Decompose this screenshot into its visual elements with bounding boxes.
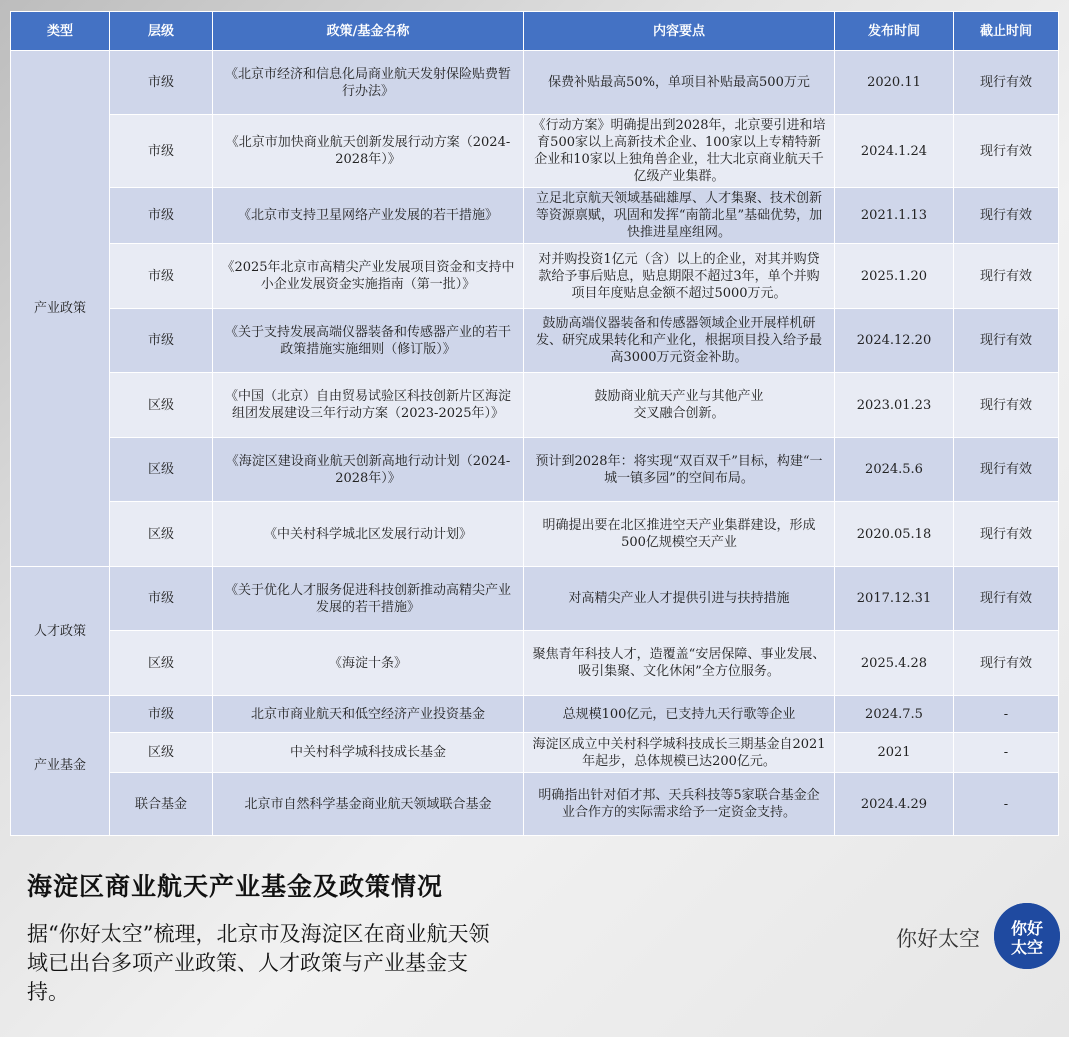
row-end: 现行有效 [954, 373, 1059, 438]
row-date: 2024.12.20 [835, 309, 954, 373]
row-content: 总规模100亿元，已支持九天行歌等企业 [524, 696, 835, 733]
row-name: 《关于支持发展高端仪器装备和传感器产业的若干政策措施实施细则（修订版）》 [213, 309, 524, 373]
row-name: 《关于优化人才服务促进科技创新推动高精尖产业发展的若干措施》 [213, 567, 524, 631]
row-date: 2020.05.18 [835, 502, 954, 567]
row-level: 市级 [110, 244, 213, 309]
row-end: 现行有效 [954, 567, 1059, 631]
row-level: 区级 [110, 631, 213, 696]
row-level: 联合基金 [110, 773, 213, 836]
row-name: 《2025年北京市高精尖产业发展项目资金和支持中小企业发展资金实施指南（第一批）》 [213, 244, 524, 309]
row-level: 市级 [110, 188, 213, 244]
row-date: 2025.1.20 [835, 244, 954, 309]
row-content: 聚焦青年科技人才，造覆盖“安居保障、事业发展、吸引集聚、文化休闲”全方位服务。 [524, 631, 835, 696]
row-level: 区级 [110, 438, 213, 502]
row-date: 2024.1.24 [835, 115, 954, 188]
row-end: 现行有效 [954, 631, 1059, 696]
category-talent-policy: 人才政策 [11, 567, 110, 696]
row-content: 立足北京航天领域基础雄厚、人才集聚、技术创新等资源禀赋，巩固和发挥“南箭北星”基础优势，加快推进星座组网。 [524, 188, 835, 244]
category-industry-policy: 产业政策 [11, 51, 110, 567]
table-row [11, 244, 1059, 309]
row-content: 预计到2028年：将实现“双百双千”目标，构建“一城一镇多园”的空间布局。 [524, 438, 835, 502]
row-date: 2020.11 [835, 51, 954, 115]
row-date: 2024.7.5 [835, 696, 954, 733]
row-name: 《中国（北京）自由贸易试验区科技创新片区海淀组团发展建设三年行动方案（2023-2025年）》 [213, 373, 524, 438]
row-content: 对并购投资1亿元（含）以上的企业，对其并购贷款给予事后贴息，贴息期限不超过3年，单个并购项目年度贴息金额不超过5000万元。 [524, 244, 835, 309]
row-end: 现行有效 [954, 51, 1059, 115]
logo-icon [994, 903, 1060, 969]
row-name: 《海淀十条》 [213, 631, 524, 696]
row-content: 保费补贴最高50%，单项目补贴最高500万元 [524, 51, 835, 115]
row-end: 现行有效 [954, 438, 1059, 502]
table-row [11, 502, 1059, 567]
row-level: 市级 [110, 309, 213, 373]
row-end: 现行有效 [954, 188, 1059, 244]
row-date: 2024.5.6 [835, 438, 954, 502]
caption-title: 海淀区商业航天产业基金及政策情况 [27, 872, 444, 901]
row-level: 市级 [110, 115, 213, 188]
header-date: 发布时间 [835, 12, 954, 51]
row-end: 现行有效 [954, 309, 1059, 373]
table-row [11, 115, 1059, 188]
header-type: 类型 [11, 12, 110, 51]
row-end: 现行有效 [954, 115, 1059, 188]
row-end: - [954, 773, 1059, 836]
row-level: 市级 [110, 51, 213, 115]
row-date: 2024.4.29 [835, 773, 954, 836]
row-name: 《北京市加快商业航天创新发展行动方案（2024-2028年）》 [213, 115, 524, 188]
row-date: 2021 [835, 733, 954, 773]
row-content: 海淀区成立中关村科学城科技成长三期基金自2021年起步，总体规模已达200亿元。 [524, 733, 835, 773]
row-level: 区级 [110, 733, 213, 773]
brand-name: 你好太空 [896, 927, 980, 951]
row-date: 2023.01.23 [835, 373, 954, 438]
table-row [11, 373, 1059, 438]
header-level: 层级 [110, 12, 213, 51]
row-name: 北京市商业航天和低空经济产业投资基金 [213, 696, 524, 733]
row-date: 2021.1.13 [835, 188, 954, 244]
row-content: 明确指出针对佰才邦、天兵科技等5家联合基金企业合作方的实际需求给予一定资金支持。 [524, 773, 835, 836]
table-header-row [11, 12, 1059, 51]
logo-text-line1: 你好 [1010, 919, 1044, 938]
table-row [11, 188, 1059, 244]
table-row [11, 733, 1059, 773]
row-level: 市级 [110, 567, 213, 631]
table-row [11, 773, 1059, 836]
row-name: 中关村科学城科技成长基金 [213, 733, 524, 773]
row-name: 《中关村科学城北区发展行动计划》 [213, 502, 524, 567]
policy-table [10, 11, 1059, 836]
row-content: 明确提出要在北区推进空天产业集群建设，形成500亿规模空天产业 [524, 502, 835, 567]
row-end: 现行有效 [954, 502, 1059, 567]
table-row [11, 631, 1059, 696]
row-content: 鼓励高端仪器装备和传感器领域企业开展样机研发、研究成果转化和产业化，根据项目投入给予最高3000万元资金补助。 [524, 309, 835, 373]
row-content: 鼓励商业航天产业与其他产业交叉融合创新。 [524, 373, 835, 438]
row-end: - [954, 733, 1059, 773]
table-row [11, 309, 1059, 373]
header-content: 内容要点 [524, 12, 835, 51]
row-name: 《北京市支持卫星网络产业发展的若干措施》 [213, 188, 524, 244]
row-end: 现行有效 [954, 244, 1059, 309]
row-level: 区级 [110, 502, 213, 567]
row-content: 对高精尖产业人才提供引进与扶持措施 [524, 567, 835, 631]
policy-table-container [10, 11, 1058, 836]
logo-text-line2: 太空 [1010, 938, 1044, 957]
row-level: 市级 [110, 696, 213, 733]
row-level: 区级 [110, 373, 213, 438]
row-date: 2025.4.28 [835, 631, 954, 696]
table-row [11, 51, 1059, 115]
brand-logo [994, 903, 1060, 969]
header-end: 截止时间 [954, 12, 1059, 51]
table-row [11, 696, 1059, 733]
row-name: 北京市自然科学基金商业航天领域联合基金 [213, 773, 524, 836]
row-content: 《行动方案》明确提出到2028年，北京要引进和培育500家以上高新技术企业、100家以上专精特新企业和10家以上独角兽企业，壮大北京商业航天千亿级产业集群。 [524, 115, 835, 188]
category-industry-fund: 产业基金 [11, 696, 110, 836]
row-date: 2017.12.31 [835, 567, 954, 631]
row-name: 《海淀区建设商业航天创新高地行动计划（2024-2028年）》 [213, 438, 524, 502]
row-end: - [954, 696, 1059, 733]
table-row [11, 438, 1059, 502]
table-row [11, 567, 1059, 631]
caption-text: 据“你好太空”梳理，北京市及海淀区在商业航天领域已出台多项产业政策、人才政策与产业基金支持。 [27, 922, 490, 1004]
header-name: 政策/基金名称 [213, 12, 524, 51]
row-name: 《北京市经济和信息化局商业航天发射保险贴费暂行办法》 [213, 51, 524, 115]
